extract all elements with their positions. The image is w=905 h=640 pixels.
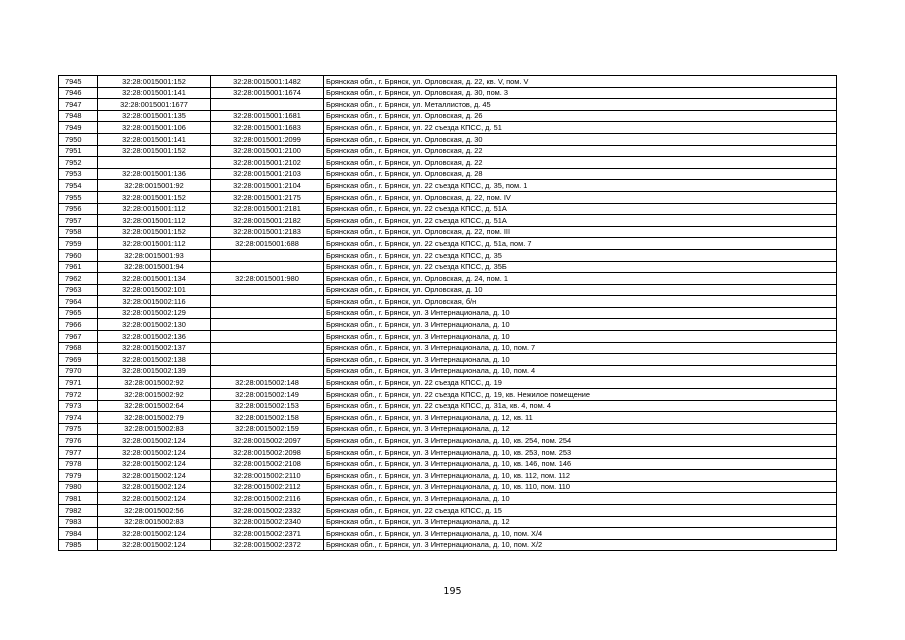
parcel-number-cell <box>98 157 211 169</box>
object-number-cell: 32:28:0015001:2183 <box>211 226 324 238</box>
object-number-cell: 32:28:0015001:1674 <box>211 87 324 99</box>
address-cell: Брянская обл., г. Брянск, ул. Орловская, д. 22 <box>324 157 837 169</box>
parcel-number-cell: 32:28:0015001:106 <box>98 122 211 134</box>
table-row <box>59 273 837 285</box>
row-number-cell: 7984 <box>59 528 98 540</box>
row-number-cell: 7972 <box>59 389 98 401</box>
table-row <box>59 122 837 134</box>
parcel-number-cell: 32:28:0015002:124 <box>98 470 211 482</box>
object-number-cell: 32:28:0015001:980 <box>211 273 324 285</box>
object-number-cell <box>211 342 324 354</box>
parcel-number-cell: 32:28:0015002:83 <box>98 423 211 435</box>
row-number-cell: 7959 <box>59 238 98 250</box>
object-number-cell: 32:28:0015001:2102 <box>211 157 324 169</box>
object-number-cell <box>211 365 324 377</box>
table-row <box>59 307 837 319</box>
row-number-cell: 7960 <box>59 249 98 261</box>
parcel-number-cell: 32:28:0015002:124 <box>98 447 211 459</box>
address-cell: Брянская обл., г. Брянск, ул. 3 Интернационала, д. 10, пом. Х/2 <box>324 539 837 551</box>
object-number-cell: 32:28:0015001:2100 <box>211 145 324 157</box>
row-number-cell: 7967 <box>59 331 98 343</box>
row-number-cell: 7948 <box>59 110 98 122</box>
table-row <box>59 319 837 331</box>
object-number-cell: 32:28:0015001:1482 <box>211 76 324 88</box>
table-row <box>59 76 837 88</box>
table-row <box>59 191 837 203</box>
object-number-cell: 32:28:0015001:1681 <box>211 110 324 122</box>
address-cell: Брянская обл., г. Брянск, ул. 22 съезда КПСС, д. 35Б <box>324 261 837 273</box>
object-number-cell: 32:28:0015002:2110 <box>211 470 324 482</box>
row-number-cell: 7958 <box>59 226 98 238</box>
object-number-cell: 32:28:0015001:2175 <box>211 191 324 203</box>
table-row <box>59 203 837 215</box>
parcel-number-cell: 32:28:0015001:92 <box>98 180 211 192</box>
object-number-cell: 32:28:0015002:149 <box>211 389 324 401</box>
parcel-number-cell: 32:28:0015001:152 <box>98 76 211 88</box>
parcel-number-cell: 32:28:0015002:124 <box>98 528 211 540</box>
row-number-cell: 7954 <box>59 180 98 192</box>
address-cell: Брянская обл., г. Брянск, ул. 3 Интернационала, д. 10, пом. Х/4 <box>324 528 837 540</box>
parcel-number-cell: 32:28:0015002:136 <box>98 331 211 343</box>
row-number-cell: 7968 <box>59 342 98 354</box>
parcel-number-cell: 32:28:0015001:134 <box>98 273 211 285</box>
object-number-cell: 32:28:0015001:1683 <box>211 122 324 134</box>
parcel-number-cell: 32:28:0015001:1677 <box>98 99 211 111</box>
parcel-number-cell: 32:28:0015001:136 <box>98 168 211 180</box>
row-number-cell: 7980 <box>59 481 98 493</box>
registry-table-body <box>59 76 837 551</box>
table-row <box>59 215 837 227</box>
parcel-number-cell: 32:28:0015002:137 <box>98 342 211 354</box>
row-number-cell: 7957 <box>59 215 98 227</box>
table-row <box>59 504 837 516</box>
parcel-number-cell: 32:28:0015002:56 <box>98 504 211 516</box>
table-row <box>59 423 837 435</box>
table-row <box>59 365 837 377</box>
parcel-number-cell: 32:28:0015002:124 <box>98 481 211 493</box>
object-number-cell: 32:28:0015002:2371 <box>211 528 324 540</box>
row-number-cell: 7971 <box>59 377 98 389</box>
table-row <box>59 180 837 192</box>
table-row <box>59 296 837 308</box>
address-cell: Брянская обл., г. Брянск, ул. 3 Интернационала, д. 12 <box>324 516 837 528</box>
row-number-cell: 7965 <box>59 307 98 319</box>
row-number-cell: 7946 <box>59 87 98 99</box>
object-number-cell: 32:28:0015002:2097 <box>211 435 324 447</box>
object-number-cell: 32:28:0015001:2181 <box>211 203 324 215</box>
address-cell: Брянская обл., г. Брянск, ул. 3 Интернационала, д. 10, кв. 112, пом. 112 <box>324 470 837 482</box>
parcel-number-cell: 32:28:0015001:135 <box>98 110 211 122</box>
object-number-cell <box>211 307 324 319</box>
table-row <box>59 354 837 366</box>
table-row <box>59 493 837 505</box>
parcel-number-cell: 32:28:0015001:112 <box>98 215 211 227</box>
table-row <box>59 539 837 551</box>
address-cell: Брянская обл., г. Брянск, ул. Металлистов, д. 45 <box>324 99 837 111</box>
address-cell: Брянская обл., г. Брянск, ул. 22 съезда КПСС, д. 31а, кв. 4, пом. 4 <box>324 400 837 412</box>
address-cell: Брянская обл., г. Брянск, ул. 3 Интернационала, д. 12 <box>324 423 837 435</box>
row-number-cell: 7975 <box>59 423 98 435</box>
address-cell: Брянская обл., г. Брянск, ул. 3 Интернационала, д. 10 <box>324 354 837 366</box>
object-number-cell: 32:28:0015002:2108 <box>211 458 324 470</box>
table-row <box>59 458 837 470</box>
object-number-cell: 32:28:0015002:2098 <box>211 447 324 459</box>
row-number-cell: 7947 <box>59 99 98 111</box>
object-number-cell: 32:28:0015002:2340 <box>211 516 324 528</box>
parcel-number-cell: 32:28:0015002:92 <box>98 377 211 389</box>
object-number-cell: 32:28:0015002:148 <box>211 377 324 389</box>
address-cell: Брянская обл., г. Брянск, ул. Орловская, д. 22, пом. III <box>324 226 837 238</box>
parcel-number-cell: 32:28:0015001:112 <box>98 238 211 250</box>
parcel-number-cell: 32:28:0015002:139 <box>98 365 211 377</box>
parcel-number-cell: 32:28:0015001:112 <box>98 203 211 215</box>
table-row <box>59 284 837 296</box>
table-row <box>59 249 837 261</box>
parcel-number-cell: 32:28:0015002:130 <box>98 319 211 331</box>
table-row <box>59 528 837 540</box>
table-row <box>59 87 837 99</box>
object-number-cell <box>211 331 324 343</box>
parcel-number-cell: 32:28:0015002:83 <box>98 516 211 528</box>
row-number-cell: 7961 <box>59 261 98 273</box>
address-cell: Брянская обл., г. Брянск, ул. 22 съезда КПСС, д. 51А <box>324 203 837 215</box>
address-cell: Брянская обл., г. Брянск, ул. Орловская, д. 30 <box>324 133 837 145</box>
table-row <box>59 261 837 273</box>
parcel-number-cell: 32:28:0015001:94 <box>98 261 211 273</box>
address-cell: Брянская обл., г. Брянск, ул. 22 съезда КПСС, д. 35 <box>324 249 837 261</box>
row-number-cell: 7978 <box>59 458 98 470</box>
parcel-number-cell: 32:28:0015002:116 <box>98 296 211 308</box>
parcel-number-cell: 32:28:0015001:141 <box>98 87 211 99</box>
object-number-cell <box>211 261 324 273</box>
table-row <box>59 435 837 447</box>
parcel-number-cell: 32:28:0015001:152 <box>98 191 211 203</box>
address-cell: Брянская обл., г. Брянск, ул. 3 Интернационала, д. 10 <box>324 493 837 505</box>
object-number-cell: 32:28:0015001:2099 <box>211 133 324 145</box>
address-cell: Брянская обл., г. Брянск, ул. Орловская, д. 22 <box>324 145 837 157</box>
address-cell: Брянская обл., г. Брянск, ул. 3 Интернационала, д. 10 <box>324 331 837 343</box>
row-number-cell: 7976 <box>59 435 98 447</box>
address-cell: Брянская обл., г. Брянск, ул. Орловская, д. 26 <box>324 110 837 122</box>
object-number-cell: 32:28:0015002:159 <box>211 423 324 435</box>
parcel-number-cell: 32:28:0015001:141 <box>98 133 211 145</box>
table-row <box>59 389 837 401</box>
table-row <box>59 400 837 412</box>
parcel-number-cell: 32:28:0015002:64 <box>98 400 211 412</box>
row-number-cell: 7979 <box>59 470 98 482</box>
parcel-number-cell: 32:28:0015002:124 <box>98 435 211 447</box>
address-cell: Брянская обл., г. Брянск, ул. 22 съезда КПСС, д. 51а, пом. 7 <box>324 238 837 250</box>
address-cell: Брянская обл., г. Брянск, ул. Орловская, д. 22, кв. V, пом. V <box>324 76 837 88</box>
address-cell: Брянская обл., г. Брянск, ул. Орловская, д. 30, пом. 3 <box>324 87 837 99</box>
object-number-cell: 32:28:0015002:2372 <box>211 539 324 551</box>
object-number-cell: 32:28:0015002:2116 <box>211 493 324 505</box>
row-number-cell: 7985 <box>59 539 98 551</box>
table-row <box>59 110 837 122</box>
object-number-cell: 32:28:0015002:2332 <box>211 504 324 516</box>
parcel-number-cell: 32:28:0015002:124 <box>98 458 211 470</box>
row-number-cell: 7953 <box>59 168 98 180</box>
row-number-cell: 7969 <box>59 354 98 366</box>
address-cell: Брянская обл., г. Брянск, ул. Орловская, б/н <box>324 296 837 308</box>
parcel-number-cell: 32:28:0015001:93 <box>98 249 211 261</box>
object-number-cell <box>211 319 324 331</box>
table-row <box>59 133 837 145</box>
address-cell: Брянская обл., г. Брянск, ул. 3 Интернационала, д. 10, кв. 110, пом. 110 <box>324 481 837 493</box>
row-number-cell: 7970 <box>59 365 98 377</box>
row-number-cell: 7974 <box>59 412 98 424</box>
address-cell: Брянская обл., г. Брянск, ул. 3 Интернационала, д. 10 <box>324 307 837 319</box>
address-cell: Брянская обл., г. Брянск, ул. 3 Интернационала, д. 12, кв. 11 <box>324 412 837 424</box>
object-number-cell: 32:28:0015002:2112 <box>211 481 324 493</box>
table-row <box>59 145 837 157</box>
address-cell: Брянская обл., г. Брянск, ул. 3 Интернационала, д. 10, кв. 253, пом. 253 <box>324 447 837 459</box>
row-number-cell: 7956 <box>59 203 98 215</box>
row-number-cell: 7949 <box>59 122 98 134</box>
table-row <box>59 168 837 180</box>
address-cell: Брянская обл., г. Брянск, ул. 22 съезда КПСС, д. 51 <box>324 122 837 134</box>
table-row <box>59 99 837 111</box>
object-number-cell: 32:28:0015001:2103 <box>211 168 324 180</box>
object-number-cell: 32:28:0015001:2182 <box>211 215 324 227</box>
row-number-cell: 7966 <box>59 319 98 331</box>
address-cell: Брянская обл., г. Брянск, ул. 22 съезда КПСС, д. 19, кв. Нежилое помещение <box>324 389 837 401</box>
object-number-cell: 32:28:0015002:153 <box>211 400 324 412</box>
table-row <box>59 331 837 343</box>
address-cell: Брянская обл., г. Брянск, ул. 22 съезда КПСС, д. 15 <box>324 504 837 516</box>
table-row <box>59 470 837 482</box>
row-number-cell: 7977 <box>59 447 98 459</box>
table-row <box>59 342 837 354</box>
address-cell: Брянская обл., г. Брянск, ул. 22 съезда КПСС, д. 51А <box>324 215 837 227</box>
object-number-cell: 32:28:0015001:688 <box>211 238 324 250</box>
table-row <box>59 481 837 493</box>
row-number-cell: 7983 <box>59 516 98 528</box>
table-row <box>59 516 837 528</box>
table-row <box>59 157 837 169</box>
address-cell: Брянская обл., г. Брянск, ул. 3 Интернационала, д. 10, кв. 254, пом. 254 <box>324 435 837 447</box>
parcel-number-cell: 32:28:0015002:101 <box>98 284 211 296</box>
parcel-number-cell: 32:28:0015001:152 <box>98 145 211 157</box>
table-row <box>59 238 837 250</box>
row-number-cell: 7951 <box>59 145 98 157</box>
row-number-cell: 7950 <box>59 133 98 145</box>
address-cell: Брянская обл., г. Брянск, ул. 3 Интернационала, д. 10, пом. 4 <box>324 365 837 377</box>
page-number: 195 <box>443 586 462 597</box>
address-cell: Брянская обл., г. Брянск, ул. 3 Интернационала, д. 10 <box>324 319 837 331</box>
address-cell: Брянская обл., г. Брянск, ул. 3 Интернационала, д. 10, кв. 146, пом. 146 <box>324 458 837 470</box>
table-row <box>59 447 837 459</box>
table-row <box>59 226 837 238</box>
object-number-cell <box>211 284 324 296</box>
parcel-number-cell: 32:28:0015002:124 <box>98 493 211 505</box>
row-number-cell: 7963 <box>59 284 98 296</box>
row-number-cell: 7952 <box>59 157 98 169</box>
row-number-cell: 7981 <box>59 493 98 505</box>
address-cell: Брянская обл., г. Брянск, ул. 3 Интернационала, д. 10, пом. 7 <box>324 342 837 354</box>
parcel-number-cell: 32:28:0015002:79 <box>98 412 211 424</box>
row-number-cell: 7964 <box>59 296 98 308</box>
row-number-cell: 7982 <box>59 504 98 516</box>
address-cell: Брянская обл., г. Брянск, ул. 22 съезда КПСС, д. 19 <box>324 377 837 389</box>
address-cell: Брянская обл., г. Брянск, ул. Орловская, д. 28 <box>324 168 837 180</box>
object-number-cell <box>211 249 324 261</box>
object-number-cell <box>211 99 324 111</box>
address-cell: Брянская обл., г. Брянск, ул. Орловская, д. 22, пом. IV <box>324 191 837 203</box>
object-number-cell <box>211 354 324 366</box>
row-number-cell: 7973 <box>59 400 98 412</box>
object-number-cell <box>211 296 324 308</box>
object-number-cell: 32:28:0015001:2104 <box>211 180 324 192</box>
address-cell: Брянская обл., г. Брянск, ул. Орловская, д. 10 <box>324 284 837 296</box>
property-registry-table <box>58 75 837 551</box>
table-row <box>59 377 837 389</box>
parcel-number-cell: 32:28:0015002:129 <box>98 307 211 319</box>
address-cell: Брянская обл., г. Брянск, ул. 22 съезда КПСС, д. 35, пом. 1 <box>324 180 837 192</box>
object-number-cell: 32:28:0015002:158 <box>211 412 324 424</box>
parcel-number-cell: 32:28:0015001:152 <box>98 226 211 238</box>
row-number-cell: 7962 <box>59 273 98 285</box>
parcel-number-cell: 32:28:0015002:92 <box>98 389 211 401</box>
row-number-cell: 7955 <box>59 191 98 203</box>
parcel-number-cell: 32:28:0015002:138 <box>98 354 211 366</box>
row-number-cell: 7945 <box>59 76 98 88</box>
table-row <box>59 412 837 424</box>
parcel-number-cell: 32:28:0015002:124 <box>98 539 211 551</box>
address-cell: Брянская обл., г. Брянск, ул. Орловская, д. 24, пом. 1 <box>324 273 837 285</box>
